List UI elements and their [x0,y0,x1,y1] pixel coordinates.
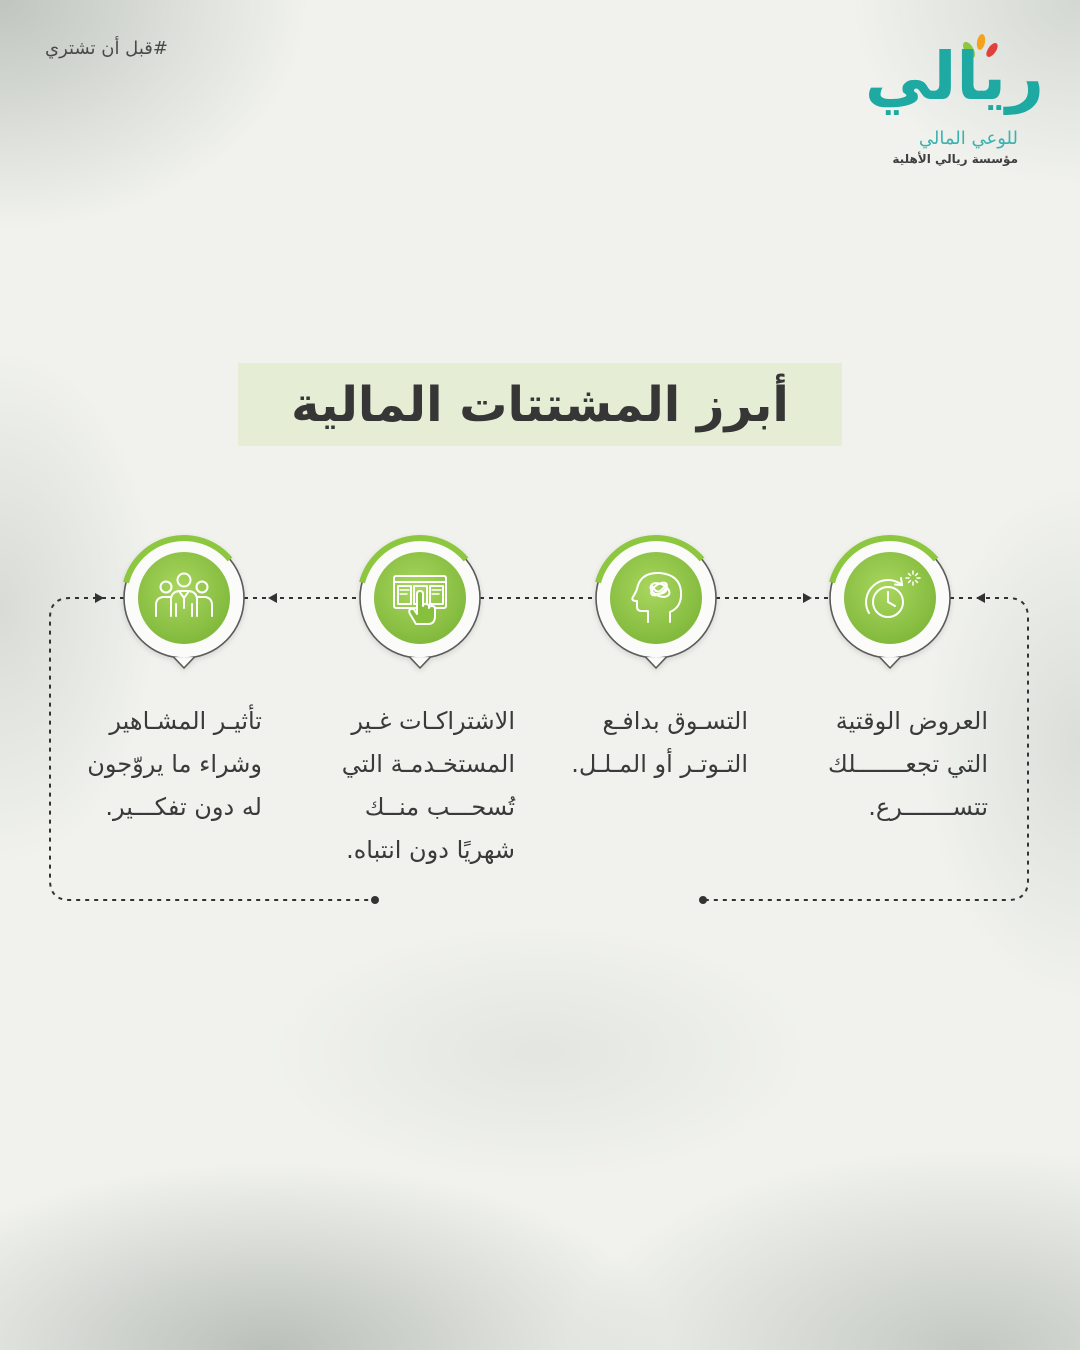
step-4-text [32,700,262,829]
logo-tagline: للوعي المالي [918,128,1018,149]
step-line: التـوتـر أو المـلـل. [571,750,748,778]
logo-organization: مؤسسة ريالي الأهلية [892,152,1018,166]
step-line: له دون تفكـــير. [105,793,262,821]
step-line: التسـوق بدافـع [602,707,748,735]
step-pin-2 [586,528,726,678]
arrow-right-icon [95,593,104,603]
page-title: أبرز المشتتات المالية [291,376,789,433]
step-line: العروض الوقتية [835,707,988,735]
arrow-left-icon [268,593,277,603]
step-pin-1 [820,528,960,678]
hashtag-label: #قبل أن تشتري [45,38,168,59]
flow-end-dot [371,896,379,904]
step-3-text [285,700,515,872]
step-line: المستخـدمـة التي [341,750,515,778]
step-line: التي تجعـــــــلك [828,750,988,778]
flow-end-dot [699,896,707,904]
step-line: شهريًا دون انتباه. [346,836,515,864]
step-line: وشراء ما يروّجون [87,750,262,778]
step-1-text [758,700,988,829]
step-line: تُسحـــب منــك [364,793,515,821]
arrow-right-icon [803,593,812,603]
step-line: تأثيـر المشـاهير [109,707,262,735]
step-pin-3 [350,528,490,678]
step-line: الاشتراكـات غـير [351,707,515,735]
step-2-text [518,700,748,786]
step-pin-4 [114,528,254,678]
arrow-left-icon [976,593,985,603]
step-line: تتســـــــرع. [868,793,988,821]
logo-wordmark: ريالي [864,38,1044,115]
